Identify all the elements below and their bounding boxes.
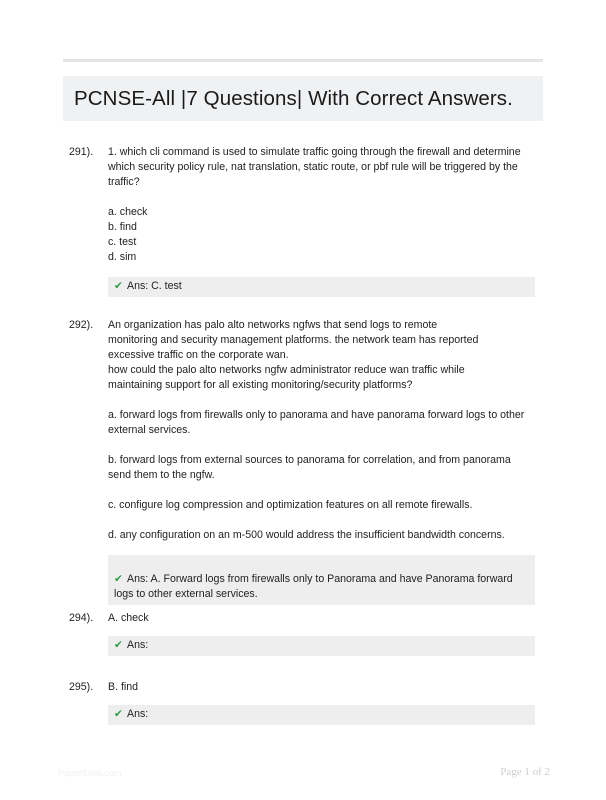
question-body xyxy=(108,680,539,725)
question-number: 292). xyxy=(69,319,94,331)
question-295 xyxy=(69,680,539,725)
question-text: B. find xyxy=(108,681,139,693)
question-body xyxy=(108,318,539,605)
check-icon: ✔ xyxy=(114,708,123,720)
question-number: 291). xyxy=(69,146,94,158)
question-body xyxy=(108,611,539,656)
question-body xyxy=(108,145,539,297)
question-number: 294). xyxy=(69,612,94,624)
answer-box xyxy=(108,705,535,725)
check-icon: ✔ xyxy=(114,280,123,292)
option-d: d. sim xyxy=(108,251,137,263)
question-text: A. check xyxy=(108,612,149,624)
option-d: d. any configuration on an m-500 would address the insufficient bandwidth concerns. xyxy=(108,529,505,541)
answer-box xyxy=(108,636,535,656)
page-title: PCNSE-All |7 Questions| With Correct Answers. xyxy=(74,86,513,110)
question-text: 1. which cli command is used to simulate traffic going through the firewall and determine which security policy rule, nat translation, static route, or pbf rule will be triggered by the traffic? xyxy=(108,146,521,188)
title-bar xyxy=(63,76,543,121)
option-b: b. find xyxy=(108,221,137,233)
question-text: An organization has palo alto networks ngfws that send logs to remote monitoring and security management platforms. the network team has reported excessive traffic on the corporate wan. how could the palo alto networks ngfw administrator reduce wan traffic while maintaining support for all existing monitoring/security platforms? xyxy=(108,319,479,391)
footer-watermark: PaperSible.com xyxy=(58,768,122,778)
question-292 xyxy=(69,318,539,605)
top-divider xyxy=(63,59,543,62)
answer-text: Ans: xyxy=(127,639,149,651)
check-icon: ✔ xyxy=(114,639,123,651)
option-a: a. check xyxy=(108,206,148,218)
option-c: c. test xyxy=(108,236,137,248)
answer-box xyxy=(108,555,535,605)
option-list xyxy=(108,205,539,265)
option-a: a. forward logs from firewalls only to panorama and have panorama forward logs to other external services. xyxy=(108,409,525,436)
answer-text: Ans: A. Forward logs from firewalls only to Panorama and have Panorama forward logs to other external services. xyxy=(114,573,513,600)
option-list xyxy=(108,408,539,543)
question-number: 295). xyxy=(69,681,94,693)
check-icon: ✔ xyxy=(114,573,123,585)
question-294 xyxy=(69,611,539,656)
answer-text: Ans: xyxy=(127,708,149,720)
answer-text: Ans: C. test xyxy=(127,280,182,292)
option-b: b. forward logs from external sources to panorama for correlation, and from panorama send them to the ngfw. xyxy=(108,454,511,481)
answer-box xyxy=(108,277,535,297)
option-c: c. configure log compression and optimization features on all remote firewalls. xyxy=(108,499,473,511)
page-number: Page 1 of 2 xyxy=(500,766,550,778)
question-291 xyxy=(69,145,539,297)
